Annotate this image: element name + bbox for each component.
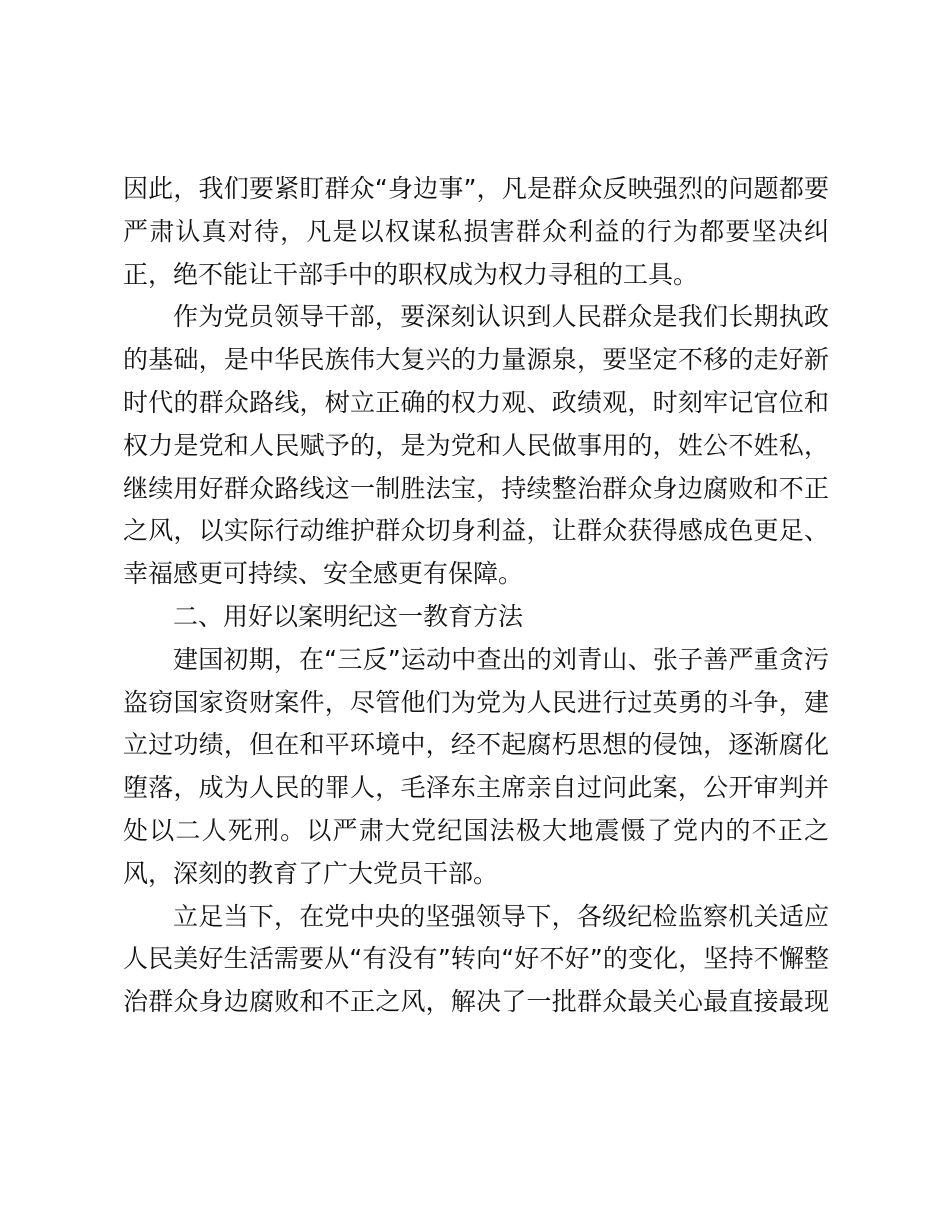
text-line: 严肃认真对待，凡是以权谋私损害群众利益的行为都要坚决纠 [123, 216, 829, 246]
text-line: 处以二人死刑。以严肃大党纪国法极大地震慑了党内的不正之 [123, 815, 829, 845]
text-line: 堕落，成为人民的罪人，毛泽东主席亲自过问此案，公开审判并 [123, 773, 829, 803]
text-line: 时代的群众路线，树立正确的权力观、政绩观，时刻牢记官位和 [123, 387, 829, 417]
paragraph-1 [123, 168, 829, 296]
body-text [123, 168, 829, 1024]
text-line: 作为党员领导干部，要深刻认识到人民群众是我们长期执政 [173, 302, 829, 332]
paragraph-2 [123, 296, 829, 596]
text-line: 的基础，是中华民族伟大复兴的力量源泉，要坚定不移的走好新 [123, 345, 829, 375]
paragraph-4 [123, 896, 829, 1024]
text-line: 之风，以实际行动维护群众切身利益，让群众获得感成色更足、 [123, 516, 829, 546]
section-heading [123, 596, 829, 639]
text-line: 治群众身边腐败和不正之风，解决了一批群众最关心最直接最现 [123, 987, 829, 1017]
paragraph-3 [123, 639, 829, 896]
text-line: 建国初期，在“三反”运动中查出的刘青山、张子善严重贪污 [173, 644, 829, 674]
text-line: 正，绝不能让干部手中的职权成为权力寻租的工具。 [123, 259, 699, 289]
text-line: 继续用好群众路线这一制胜法宝，持续整治群众身边腐败和不正 [123, 473, 829, 503]
text-line: 人民美好生活需要从“有没有”转向“好不好”的变化，坚持不懈整 [123, 944, 829, 974]
text-line: 立过功绩，但在和平环境中，经不起腐朽思想的侵蚀，逐渐腐化 [123, 730, 829, 760]
text-line: 因此，我们要紧盯群众“身边事”，凡是群众反映强烈的问题都要 [123, 174, 829, 203]
text-line: 风，深刻的教育了广大党员干部。 [123, 858, 499, 888]
text-line: 幸福感更可持续、安全感更有保障。 [123, 559, 524, 589]
heading-line: 二、用好以案明纪这一教育方法 [173, 601, 524, 631]
text-line: 立足当下，在党中央的坚强领导下，各级纪检监察机关适应 [173, 901, 829, 931]
text-line: 盗窃国家资财案件，尽管他们为党为人民进行过英勇的斗争，建 [123, 687, 829, 717]
text-line: 权力是党和人民赋予的，是为党和人民做事用的，姓公不姓私， [123, 430, 829, 460]
